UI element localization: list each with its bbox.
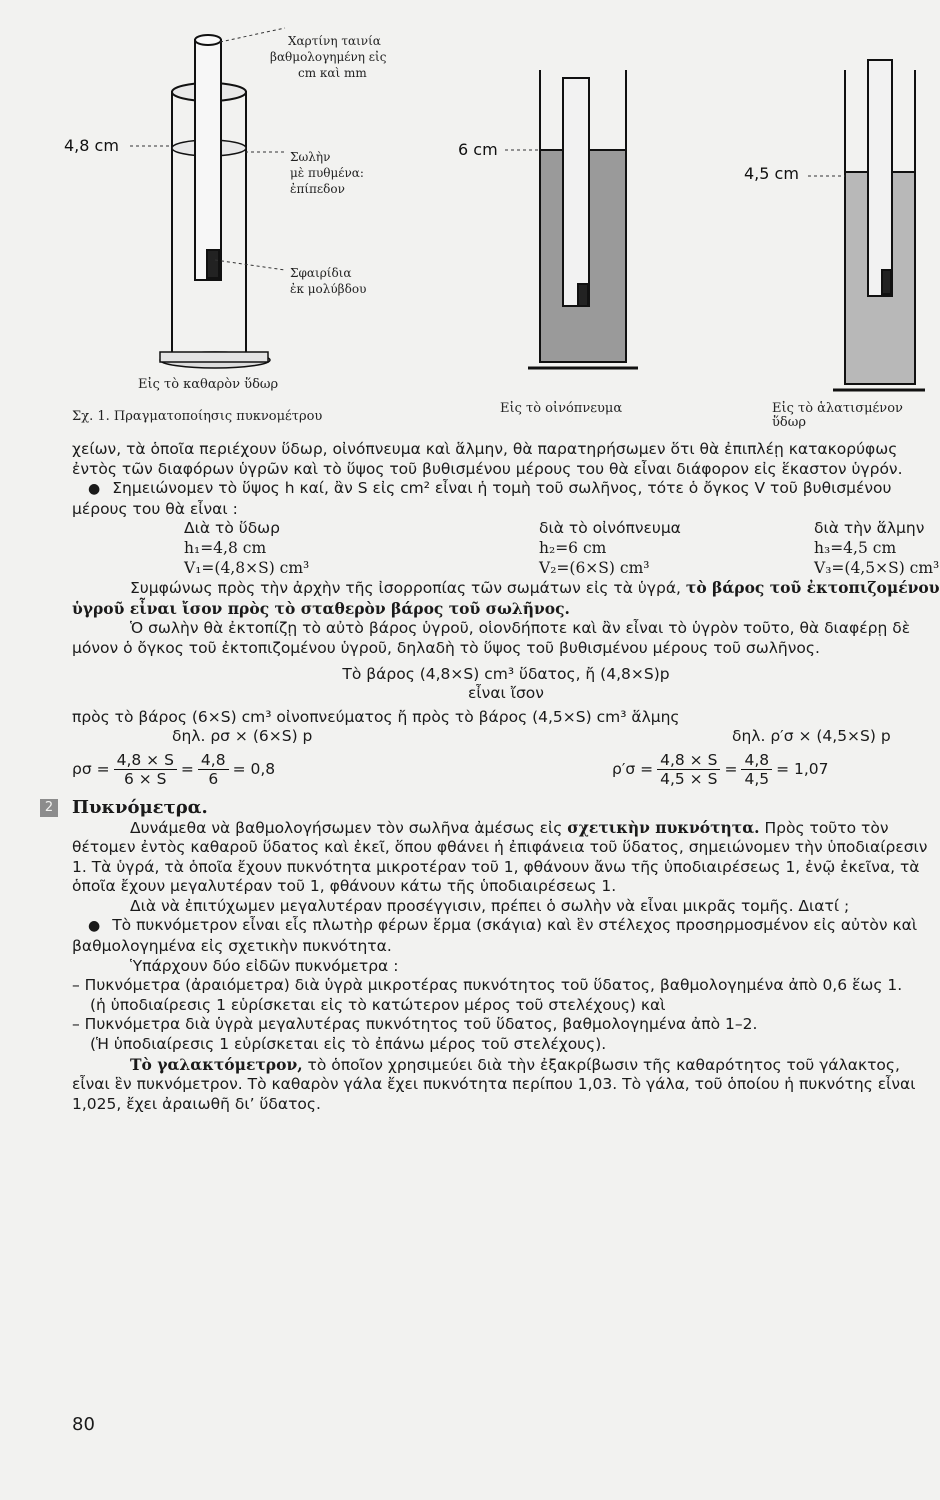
- equation-isoi: εἶναι ἴσον: [468, 684, 544, 703]
- figure: [0, 0, 940, 430]
- frac-left-2: [198, 751, 229, 788]
- section-number: 2: [40, 799, 58, 817]
- dash-item-1: – Πυκνόμετρα (ἀραιόμετρα) διὰ ὑγρὰ μικροτέρας πυκνότητος τοῦ ὕδατος, βαθμολογημένα ἀπὸ 0,6 ἕως 1.: [72, 976, 903, 995]
- equation-2: πρὸς τὸ βάρος (6×S) cm³ οἰνοπνεύματος ἤ πρὸς τὸ βάρος (4,5×S) cm³ ἅλμης: [72, 707, 680, 726]
- dim-alcohol: 6 cm: [458, 140, 498, 159]
- caption-water: Εἰς τὸ καθαρὸν ὕδωρ: [138, 377, 279, 392]
- v2: V₂=(6×S) cm³: [539, 558, 650, 577]
- dash-item-2-note: (Ἡ ὑποδιαίρεσις 1 εὑρίσκεται εἰς τὸ ἐπάνω μέρος τοῦ στελέχους).: [90, 1035, 607, 1054]
- col-water: Διὰ τὸ ὕδωρ: [184, 519, 281, 538]
- paragraph-5: [72, 818, 940, 897]
- frac-right-2: [741, 751, 772, 788]
- dash-item-2: – Πυκνόμετρα διὰ ὑγρὰ μεγαλυτέρας πυκνότητος τοῦ ὕδατος, βαθμολογημένα ἀπὸ 1–2.: [72, 1015, 758, 1034]
- frac-right-result: = 1,07: [776, 759, 829, 778]
- v3: V₃=(4,5×S) cm³: [814, 558, 940, 577]
- label-paper-strip-3: cm καὶ mm: [298, 66, 367, 80]
- paragraph-9: [72, 1055, 940, 1115]
- label-paper-strip-1: Χαρτίνη ταινία: [288, 34, 381, 48]
- label-tube-2: μὲ πυθμένα:: [290, 166, 364, 180]
- dim-brine: 4,5 cm: [744, 164, 799, 183]
- label-tube-1: Σωλὴν: [290, 150, 331, 164]
- frac-right-den2: 4,5: [744, 769, 770, 788]
- frac-left-lhs: ρσ =: [72, 759, 110, 778]
- frac-left-den1: 6 × S: [123, 769, 167, 788]
- frac-left-result: = 0,8: [232, 759, 276, 778]
- h3: h₃=4,5 cm: [814, 538, 897, 557]
- paragraph-9-bold: Τὸ γαλακτόμετρον,: [130, 1054, 303, 1074]
- paragraph-2: ● Σημειώνομεν τὸ ὕψος h καί, ἂν S εἰς cm² εἶναι ἡ τομὴ τοῦ σωλῆνος, τότε ὁ ὄγκος V τοῦ βυθισμένου μέρους του θὰ εἶναι :: [72, 479, 940, 519]
- section-title: Πυκνόμετρα.: [72, 796, 208, 818]
- label-tube-3: ἐπίπεδον: [290, 182, 345, 196]
- frac-right-num2: 4,8: [741, 751, 772, 770]
- paragraph-3-bold: τὸ βάρος τοῦ ἐκτοπιζομένου ὑγροῦ εἶναι ἴσον πρὸς τὸ σταθερὸν βάρος τοῦ σωλῆνος.: [72, 578, 940, 618]
- paragraph-4: Ὁ σωλὴν θὰ ἐκτοπίζῃ τὸ αὐτὸ βάρος ὑγροῦ, οἱονδήποτε καὶ ἂν εἶναι τὸ ὑγρὸν τοῦτο, θὰ διαφέρῃ δὲ μόνον ὁ ὄγκος τοῦ ἐκτοπιζομένου ὑγροῦ, δηλαδὴ τὸ ὕψος τοῦ βυθισμένου μέρους τοῦ σωλῆνος.: [72, 619, 911, 657]
- vessel-alcohol: [528, 70, 638, 368]
- frac-left-den2: 6: [208, 769, 219, 788]
- cylinder-water: [160, 35, 270, 368]
- section-heading: [44, 796, 940, 818]
- paragraph-8: Ὑπάρχουν δύο εἰδῶν πυκνόμετρα :: [130, 956, 399, 975]
- paragraph-3: [72, 578, 940, 619]
- label-paper-strip-2: βαθμολογημένη εἰς: [270, 50, 387, 64]
- frac-left-num1: 4,8 × S: [114, 751, 177, 770]
- pycnometer-illustration: [0, 0, 940, 430]
- fraction-left: ρσ = $\frac{4,8 \times S}{6 \times S}$ = $\frac{4,8}{6}$ = 0,8: [72, 750, 276, 788]
- paragraph-3-normal: Συμφώνως πρὸς τὴν ἀρχὴν τῆς ἰσορροπίας τῶν σωμάτων εἰς τὰ ὑγρά,: [130, 579, 686, 598]
- frac-right-num1: 4,8 × S: [657, 751, 720, 770]
- paragraph-5-b: Πρὸς τοῦτο τὸν θέτομεν ἐντὸς καθαροῦ ὕδατος καὶ ἐκεῖ, ὅπου φθάνει ἡ ἐπιφάνεια τοῦ ὕδατος, σημειώνομεν τὴν ὑποδιαίρεσιν 1. Τὰ ὑγρά, τὰ ὁποῖα ἔχουν πυκνότητα μικροτέραν τοῦ 1, φθάνουν ἄνω τῆς ὑποδιαιρέσεως 1, ἐνῷ ἐκεῖνα, τὰ ὁποῖα ἔχουν μεγαλυτέραν τοῦ 1, φθάνουν κάτω τῆς ὑποδιαιρέσεως 1.: [72, 818, 928, 896]
- paragraph-7: ● Τὸ πυκνόμετρον εἶναι εἷς πλωτὴρ φέρων ἕρμα (σκάγια) καὶ ἓν στέλεχος προσηρμοσμένον εἰς αὐτὸν καὶ βαθμολογημένα εἰς σχετικὴν πυκνότητα.: [72, 916, 940, 956]
- page-number: 80: [72, 1414, 95, 1435]
- volume-table-volumes: [72, 559, 940, 579]
- paragraph-9-normal: τὸ ὁποῖον χρησιμεύει διὰ τὴν ἐξακρίβωσιν τῆς καθαρότητος τοῦ γάλακτος, εἶναι ἓν πυκνόμετρον. Τὸ καθαρὸν γάλα ἔχει πυκνότητα περίπου 1,03. Τὸ γάλα, τοῦ ὁποίου ἡ πυκνότης εἶναι 1,025, ἔχει ἀραιωθῆ δι’ ὕδατος.: [72, 1055, 916, 1113]
- frac-left-1: [114, 751, 177, 788]
- fraction-right: ρ′σ = $\frac{4,8 \times S}{4,5 \times S}$ = $\frac{4,8}{4,5}$ = 1,07: [612, 750, 829, 788]
- paragraph-6: Διὰ νὰ ἐπιτύχωμεν μεγαλυτέραν προσέγγισιν, πρέπει ὁ σωλὴν νὰ εἶναι μικρᾶς τομῆς. Διατί ;: [130, 896, 850, 915]
- paragraph-5-bold: σχετικὴν πυκνότητα.: [567, 817, 760, 837]
- body-text: [44, 440, 940, 1114]
- label-lead-1: Σφαιρίδια: [290, 266, 352, 280]
- frac-right-lhs: ρ′σ =: [612, 759, 654, 778]
- figure-caption: Σχ. 1. Πραγματοποίησις πυκνομέτρου: [72, 409, 323, 424]
- volume-table-heights: [72, 539, 940, 559]
- equation-3: [72, 727, 940, 747]
- vessel-brine: [833, 60, 925, 390]
- caption-brine: Εἰς τὸ ἁλατισμένον ὕδωρ: [772, 401, 903, 430]
- col-alcohol: διὰ τὸ οἰνόπνευμα: [539, 519, 681, 538]
- dash-item-1-note: (ἡ ὑποδιαίρεσις 1 εὑρίσκεται εἰς τὸ κατώτερον μέρος τοῦ στελέχους) καὶ: [90, 995, 666, 1014]
- equation-1: Τὸ βάρος (4,8×S) cm³ ὕδατος, ἤ (4,8×S)p: [342, 664, 670, 683]
- paragraph-5-a: Δυνάμεθα νὰ βαθμολογήσωμεν τὸν σωλῆνα ἀμέσως εἰς: [130, 818, 568, 837]
- paragraph-1: χείων, τὰ ὁποῖα περιέχουν ὕδωρ, οἰνόπνευμα καὶ ἅλμην, θὰ παρατηρήσωμεν ὅτι θὰ ἐπιπλέῃ κατακορύφως ἐντὸς τῶν διαφόρων ὑγρῶν καὶ τὸ ὕψος τοῦ βυθισμένου μέρους του θὰ εἶναι διάφορον εἰς ἕκαστον ὑγρόν.: [72, 440, 903, 478]
- frac-right-den1: 4,5 × S: [660, 769, 718, 788]
- h1: h₁=4,8 cm: [184, 538, 267, 557]
- dim-water: 4,8 cm: [64, 136, 119, 155]
- equation-3-left: δηλ. ρσ × (6×S) p: [172, 727, 313, 746]
- equation-3-right: δηλ. ρ′σ × (4,5×S) p: [732, 727, 891, 746]
- frac-right-1: [657, 751, 720, 788]
- col-brine: διὰ τὴν ἅλμην: [814, 519, 925, 538]
- v1: V₁=(4,8×S) cm³: [184, 558, 310, 577]
- label-lead-2: ἐκ μολύβδου: [290, 282, 367, 296]
- volume-table-header: [72, 519, 940, 539]
- h2: h₂=6 cm: [539, 538, 607, 557]
- caption-alcohol: Εἰς τὸ οἰνόπνευμα: [500, 401, 623, 416]
- fraction-equations: [72, 751, 940, 788]
- frac-left-num2: 4,8: [198, 751, 229, 770]
